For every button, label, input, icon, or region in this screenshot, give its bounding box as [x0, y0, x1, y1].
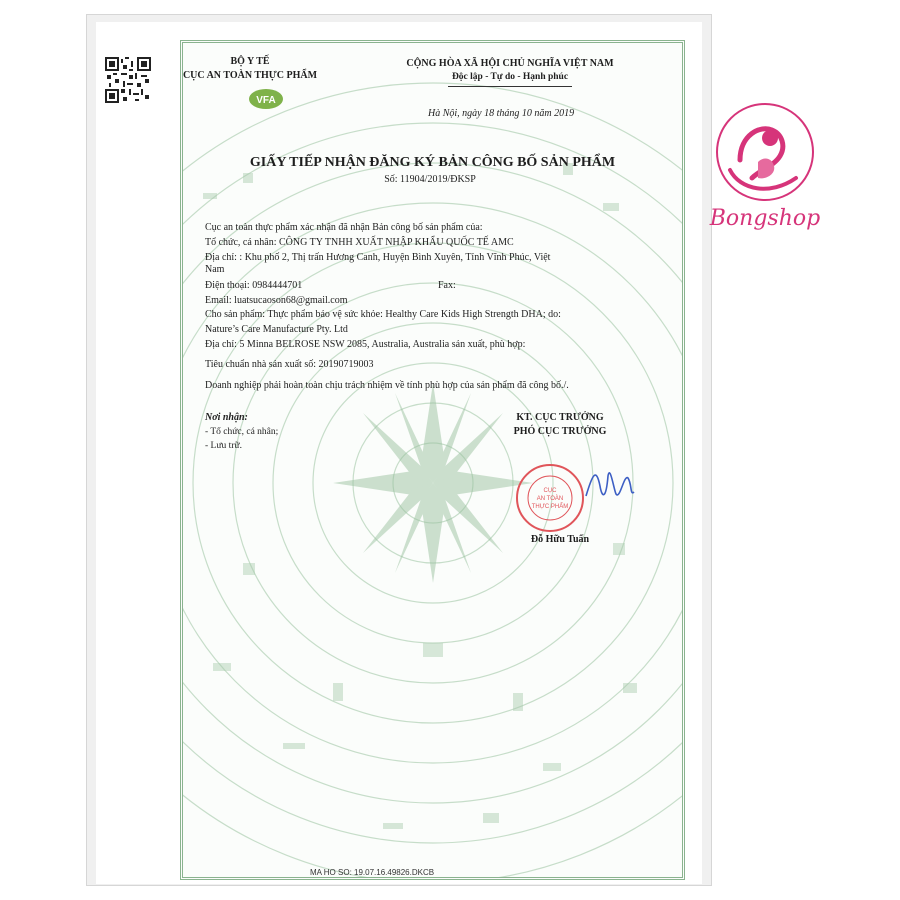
- recipient-item: - Tổ chức, cá nhân;: [205, 427, 279, 437]
- motto-underline: [448, 86, 572, 87]
- body-line-2: Tổ chức, cá nhân: CÔNG TY TNHH XUẤT NHẬP KHẨU QUỐC TẾ AMC: [205, 237, 514, 248]
- svg-text:VFA: VFA: [256, 95, 276, 106]
- svg-text:THỰC PHẨM: THỰC PHẨM: [531, 504, 569, 510]
- recipient-item: - Lưu trữ.: [205, 441, 242, 451]
- department-name: CỤC AN TOÀN THỰC PHẨM: [182, 70, 318, 81]
- fax-line: Fax:: [438, 280, 456, 291]
- motto: Độc lập - Tự do - Hạnh phúc: [451, 72, 569, 82]
- body-line-4: Nam: [205, 264, 225, 275]
- date-line: Hà Nội, ngày 18 tháng 10 năm 2019: [428, 108, 575, 119]
- vfa-logo-icon: [248, 88, 284, 110]
- body-line-3: Địa chỉ: : Khu phố 2, Thị trấn Hương Canh, Huyện Bình Xuyên, Tỉnh Vĩnh Phúc, Việt: [205, 252, 551, 263]
- official-stamp-icon: [514, 462, 586, 534]
- document-title: GIẤY TIẾP NHẬN ĐĂNG KÝ BẢN CÔNG BỐ SẢN PHẨM: [249, 155, 616, 170]
- signer-role-2: PHÓ CỤC TRƯỞNG: [513, 426, 607, 437]
- svg-text:Bongshop: Bongshop: [709, 206, 821, 231]
- manufacturer-line: Nature’s Care Manufacture Pty. Ltd: [205, 324, 348, 335]
- ministry-name: BỘ Y TẾ: [230, 56, 270, 67]
- recipients-title: Nơi nhận:: [205, 412, 248, 423]
- svg-text:AN TOÀN: AN TOÀN: [536, 496, 564, 502]
- phone-line: Điện thoại: 0984444701: [205, 280, 303, 291]
- body-line-1: Cục an toàn thực phẩm xác nhận đã nhận Bản công bố sản phẩm của:: [205, 222, 483, 233]
- document-number: Số: 11904/2019/ĐKSP: [384, 174, 476, 185]
- email-line: Email: luatsucaoson68@gmail.com: [205, 295, 348, 306]
- country-name: CỘNG HÒA XÃ HỘI CHỦ NGHĨA VIỆT NAM: [406, 58, 614, 69]
- signer-name: Đỗ Hữu Tuấn: [530, 534, 590, 545]
- manufacturer-address-line: Địa chỉ: 5 Minna BELROSE NSW 2085, Australia, Australia sản xuất, phù hợp:: [205, 339, 526, 350]
- responsibility-line: Doanh nghiệp phải hoàn toàn chịu trách nhiệm về tính phù hợp của sản phẩm đã công bố./.: [205, 380, 569, 391]
- handwritten-signature: [582, 456, 638, 512]
- qr-code: [105, 57, 151, 103]
- product-line: Cho sản phẩm: Thực phẩm bảo vệ sức khỏe: Healthy Care Kids High Strength DHA; do:: [205, 309, 561, 320]
- signer-role-1: KT. CỤC TRƯỞNG: [516, 412, 604, 423]
- standard-line: Tiêu chuẩn nhà sản xuất số: 20190719003: [205, 359, 374, 370]
- record-code: MA HO SO: 19.07.16.49826.DKCB: [310, 868, 435, 877]
- bongshop-logo: [700, 100, 830, 240]
- svg-text:CỤC: CỤC: [543, 488, 557, 494]
